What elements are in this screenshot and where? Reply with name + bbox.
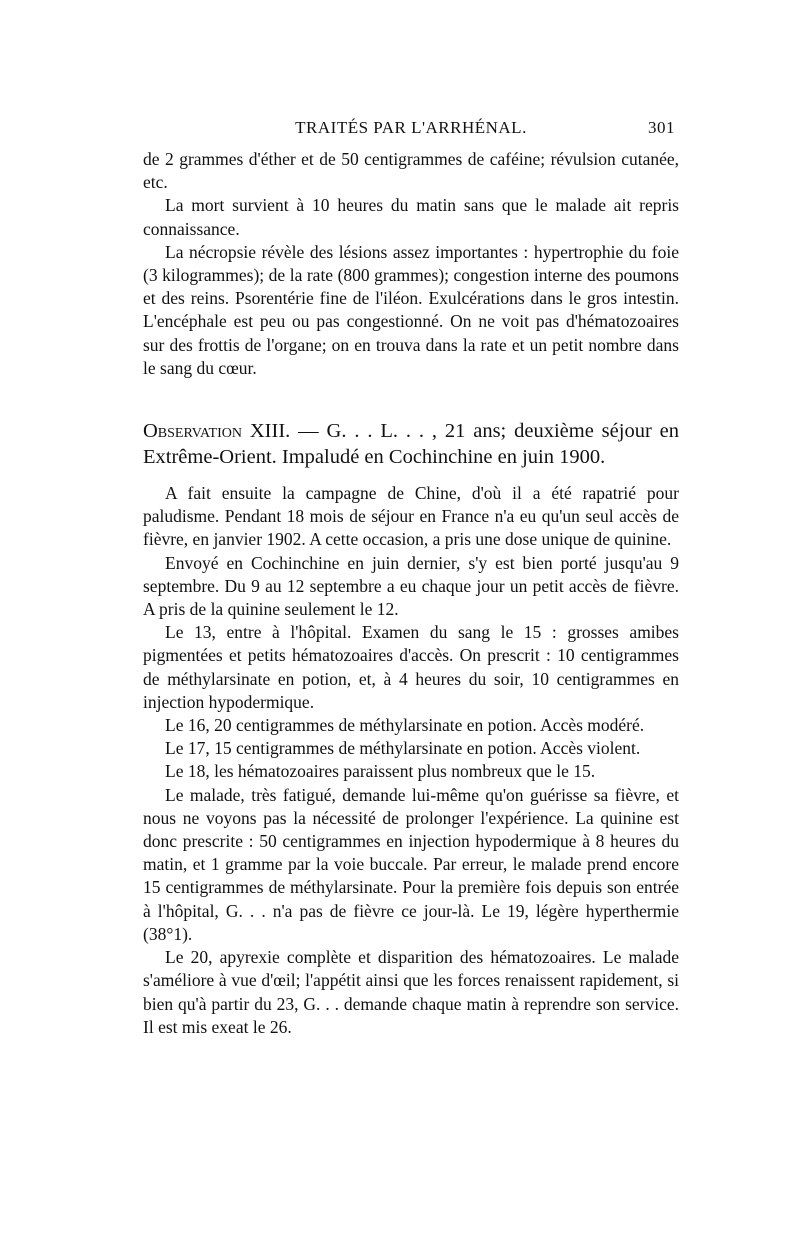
paragraph-day-16: Le 16, 20 centigrammes de méthylarsinate en potion. Accès modéré. [165, 715, 645, 736]
paragraph-day-13: Le 13, entre à l'hôpital. Examen du sang le 15 : grosses amibes pigmentées et petits hématozoaires d'accès. On prescrit : 10 centigrammes de méthylarsinate en potion, et, à 4 heures du soir, 10 centigrammes en injection hypodermique. [143, 622, 679, 712]
paragraph-day-17: Le 17, 15 centigrammes de méthylarsinate en potion. Accès violent. [165, 738, 641, 759]
observation-label: Observation XIII. [143, 420, 291, 443]
paragraph-cochinchine: Envoyé en Cochinchine en juin dernier, s'y est bien porté jusqu'au 9 septembre. Du 9 au 12 septembre a eu chaque jour un petit accès de fièvre. A pris de la quinine seulement le 12. [143, 552, 679, 620]
paragraph-day-18: Le 18, les hématozoaires paraissent plus nombreux que le 15. [165, 761, 596, 782]
text-block-top [143, 148, 679, 380]
paragraph-quinine: Le malade, très fatigué, demande lui-même qu'on guérisse sa fièvre, et nous ne voyons pas la nécessité de prolonger l'expérience. La quinine est donc prescrite : 50 centigrammes en injection hypodermique à 8 heures du matin, et 1 gramme par la voie buccale. Par erreur, le malade prend encore 15 centigrammes de méthylarsinate. Pour la première fois depuis son entrée à l'hôpital, G. . . n'a pas de fièvre ce jour-là. Le 19, légère hyperthermie (38°1). [143, 784, 679, 944]
paragraph-death: La mort survient à 10 heures du matin sans que le malade ait repris connaissance. [143, 195, 679, 239]
paragraph-day-20: Le 20, apyrexie complète et disparition des hématozoaires. Le malade s'améliore à vue d'œil; l'appétit ainsi que les forces renaissent rapidement, si bien qu'à partir du 23, G. . . demande chaque matin à reprendre son service. Il est mis exeat le 26. [143, 947, 679, 1037]
page-header [143, 118, 679, 148]
running-title: TRAITÉS PAR L'ARRHÉNAL. [295, 118, 527, 137]
page-number: 301 [648, 118, 675, 137]
observation-summary: — G. . . L. . . , 21 ans; deuxième séjour en Extrême-Orient. Impaludé en Cochinchine en juin 1900. [143, 420, 680, 469]
paragraph-history: A fait ensuite la campagne de Chine, d'où il a été rapatrié pour paludisme. Pendant 18 mois de séjour en France n'a eu qu'un seul accès de fièvre, en janvier 1902. A cette occasion, a pris une dose unique de quinine. [143, 483, 679, 550]
paragraph-necropsy: La nécropsie révèle des lésions assez importantes : hypertrophie du foie (3 kilogrammes); de la rate (800 grammes); congestion interne des poumons et des reins. Psorentérie fine de l'iléon. Exulcérations dans le gros intestin. L'encéphale est peu ou pas congestionné. On ne voit pas d'hématozoaires sur des frottis de l'organe; on en trouva dans la rate et un petit nombre dans le sang du cœur. [143, 241, 679, 378]
text-block-bottom [143, 482, 679, 1039]
observation-heading [143, 418, 679, 470]
paragraph-treatment-end: de 2 grammes d'éther et de 50 centigrammes de caféine; révulsion cutanée, etc. [143, 149, 679, 193]
book-page [143, 118, 679, 1039]
